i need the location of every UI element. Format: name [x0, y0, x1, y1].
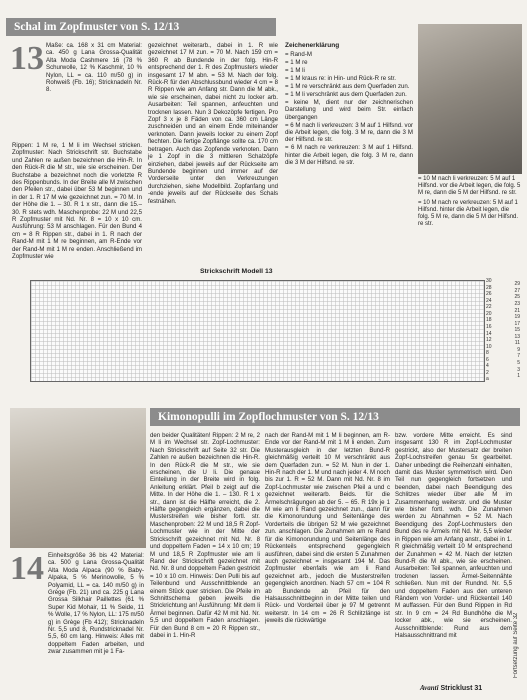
legend-item: = 1 M re verschränkt aus dem Querfaden zun.: [285, 83, 410, 91]
chart-row-number: 16: [486, 323, 492, 330]
chart-row-number: 18: [486, 317, 492, 324]
continuation-note: Fortsetzung auf Seite 32: [513, 612, 519, 678]
chart-row-number: 21: [514, 307, 520, 314]
pulli-materials-text: Einheitsgröße 36 bis 42 Material: ca. 500 g Lana Grossa-Qualität Alta Moda Alpaca (90 % Baby-Alpaka, 5 % Merinowolle, 5 % Polyamid, LL = ca. 140 m/50 g) in Grège (Fb. 21) und ca. 225 g Lana Grossa Silkhair Paillettes (61 % Super Kid Mohair, 11 % Seide, 11 % Wolle, 17 % Nylon, LL: 175 m/50 g) in Grège (Fb 412); Stricknadeln Nr. 5,5 und 8, Rundstricknadel Nr. 5,5, 60 cm lang. Hinweis: Alles mit doppeltem Faden arbeiten, und zwar zusammen mit je 1 Fa-: [48, 552, 144, 656]
schal-instructions-text-2: gezeichnet weiterarb., dabei in 1. R wie gezeichnet 17 M zun. = 70 M. Nach 159 cm = 360 R ab Bundende in der folg. Hin-R entsprechend der 1. R des Zopfmusters wieder insgesamt 17 M abn. = 53 M. Nach der folg. Rück-R für den Abschlussbund wieder 4 cm = 8 R Rippen wie am Anfang str. Dann die M abk., wie sie erscheinen, dabei nicht zu locker arb. Ausarbeiten: Teil spannen, anfeuchten und trocknen lassen. Nun 3 Dekozöpfe fertigen. Pro Zopf 3 x je 8 Fäden von ca. 360 cm Länge zuschneiden und an einem Ende miteinander verknoten. Dann jeweils locker zu einem Zopf flechten. Die fertige Zopflänge sollte ca. 170 cm betragen. Auch das Zopfende verknoten. Dann je 1 Zopf in die 3 mittleren Schalzöpfe einziehen, dabei jeweils auf der Rückseite am Bundende beginnen und immer auf der Vorderseite unter den Verkreuzungen durchziehen, siehe Modellbild. Zopfanfang und -ende jeweils auf der Rückseite des Schals festnähen.: [148, 42, 278, 205]
chart-row-number: 10: [486, 343, 492, 350]
chart-row-number: a: [486, 376, 489, 383]
legend-item: = 1 M re: [285, 59, 308, 67]
section-title-kimonopulli: Kimonopulli im Zopflochmuster von S. 12/13: [150, 408, 520, 426]
chart-row-number: 27: [514, 287, 520, 294]
chart-row-number: 5: [517, 360, 520, 367]
chart-row-number: 2: [486, 369, 489, 376]
chart-row-number: 17: [514, 320, 520, 327]
legend-item: = Rand-M: [285, 51, 312, 59]
chart-row-number: 8: [486, 350, 489, 357]
chart-row-number: 15: [514, 327, 520, 334]
legend-item: = 6 M nach re verkreuzen: 3 M auf 1 Hilfsnd. hinter die Arbeit legen, die folg. 3 M re, dann die 3 M der Hilfsnd. re str.: [285, 144, 413, 167]
cable-legend-right: [418, 176, 522, 228]
chart-row-number: 13: [514, 333, 520, 340]
legend-item: = 1 M kraus re: in Hin- und Rück-R re str.: [285, 75, 396, 83]
pulli-instructions-text-1: den beider Qualitäten! Rippen: 2 M re, 2 M li im Wechsel str. Zopf-Lochmuster: Nach Strickschrift auf Seite 32 str. Die Zahlen re außen bezeichnen die Hin-R. In den Rück-R die M str., wie sie erscheinen, die U li. Die genaue Einteilung in der Breite wird in folg. Anleitung erklärt. Pfeil b zeigt auf die Mitte. In der Höhe die 1. – 130. R 1 x str., dann ist die Hälfte erreicht, die 2. Hälfte gegengleich ergänzen, dabei die Musterstreifen wie bisher fortl. str. Maschenproben: 22 M und 18,5 R Zopf-Lochmuster wie in der Mitte der Strickschrift gezeichnet mit Nd. Nr. 8 und doppeltem Faden = 14 x 10 cm; 19 M und 18,5 R Zopfmuster wie am li Rand der Strickschrift gezeichnet mit Nd. Nr. 8 und doppeltem Faden gestrickt = 10 x 10 cm. Hinweis: Den Pulli bis auf Teilenbund und Ausschnittblende an einem Stück quer stricken. Die Pfeile im Schnittschema geben jeweils die Strickrichtung an! Ausführung: Mit dem li Ärmel beginnen. Dafür 42 M mit Nd. Nr. 5,5 und doppeltem Faden anschlagen. Für den Bund 8 cm = 20 R Rippen str., dabei in 1. Hin-R: [150, 432, 260, 639]
chart-row-number: 29: [514, 281, 520, 288]
model-photo-pullover: [10, 408, 146, 548]
chart-row-number: 28: [486, 284, 492, 291]
legend-item: = keine M, dient nur der zeichnerischen Darstellung und wird beim Str. einfach übergangen: [285, 98, 413, 121]
chart-row-number: 19: [514, 314, 520, 321]
legend-box: [285, 42, 413, 237]
chart-row-number: 14: [486, 330, 492, 337]
chart-row-number: 24: [486, 297, 492, 304]
legend-item: = 1 M li: [285, 67, 305, 75]
chart-row-number: 30: [486, 278, 492, 284]
footer-brand: Avanti: [420, 684, 439, 692]
footer-page-number: 31: [474, 685, 483, 692]
section-title-schal: Schal im Zopfmuster von S. 12/13: [6, 18, 276, 36]
chart-row-number: 3: [517, 366, 520, 373]
chart-row-numbers: [486, 280, 520, 382]
chart-row-number: 1: [517, 373, 520, 380]
knitting-chart-grid: [30, 280, 485, 382]
cable-item: = 10 M nach li verkreuzen: 5 M auf 1 Hilfsnd. vor die Arbeit legen, die folg. 5 M re, dann die 5 M der Hilfsnd. re str.: [418, 176, 521, 196]
pulli-instructions-text-3: bzw. vordere Mitte erreicht. Es sind insgesamt 130 R im Zopf-Lochmuster gestrickt, also der Mustersatz der breiten Zopf-Lochstreifen genau 5x gearbeitet. Daher unbedingt die Reihenzahl einhalten, damit das Muster symmetrisch wird. Den Teil nun gegengleich fortsetzen und beenden, dabei nach Beendigung des Schlitzes wieder über alle M im Zusammenhang weiterstr. und die Muster wie bisher fortl. wdh. Die Zunahmen werden zu Abnahmen = 52 M. Nach Beendigung des Zopf-Lochmusters den Bund des re Ärmels mit Nd. Nr. 5,5 wieder in Rippen wie am Anfang anstr., dabei in 1. R gleichmäßig verteilt 10 M entsprechend der Zunahmen = 42 M. Nach der letzten Bund-R die M abk., wie sie erscheinen. Ausarbeiten: Teil spannen, anfeuchten und trocknen lassen. Ärmel-Seitennähte schließen. Nun mit der Rundnd. Nr. 5,5 und doppeltem Faden aus den unteren Rändern von Vorder- und Rückenteil 140 M auffassen. Für den Bund Rippen in Rd str. In 9 cm = 24 Rd Bundhöhe die M locker abk., wie sie erscheinen. Ausschnittblende: Rund aus dem Halsausschnittrand mit: [395, 432, 512, 639]
pulli-instructions-text-2: nach der Rand-M mit 1 M li beginnen, am R-Ende vor der Rand-M mit 1 M li enden. Zum Musterausgleich in der letzten Bund-R gleichmäßig verteilt 10 M verschränkt aus dem Querfaden zun. = 52 M. Nun in der 1. Hin-R nach der 1. M und nach jeder 4. M noch bis zur 1. R = 52 M. Dann mit Nd. Nr. 8 im Zopf-Lochmuster wie zwischen Pfeil a und c gezeichnet weiterarb. Beids. für die Ärmelschrägungen ab der 5. – 65. R 19x je 1 M wie am li Rand gezeichnet zun., dann für die Kimonorundung und Seitenlänge des Vorderteils die übrigen 52 M wie gezeichnet zun. anschlagen. Die Zunahmen am re Rand für die Kimonorundung und Seitenlänge des Rückenteils entsprechend gegengleich ausführen, dabei sind die ersten 5 Zunahmen auch gezeichnet = insgesamt 194 M. Das Zopfmuster ebenfalls wie am li Rand gezeichnet arb., jedoch die Musterstreifen gegengleich anordnen. Nach 57 cm = 104 R ab Bundende ab Pfeil für den Halsausschnittbeginn in der Mitte teilen und Rück- und Vorderteil über je 97 M getrennt weiterstr. In 14 cm = 26 R Schlitzlänge ist jeweils die rückwärtige: [265, 432, 390, 625]
chart-row-number: 9: [517, 346, 520, 353]
model-number-14: 14: [10, 550, 44, 587]
legend-item: = 1 M li verschränkt aus dem Querfaden zun.: [285, 90, 407, 98]
chart-row-number: 26: [486, 291, 492, 298]
cable-item: = 10 M nach re verkreuzen: 5 M auf 1 Hilfsnd. hinter die Arbeit legen, die folg. 5 M re, dann die 5 M der Hilfsnd. re str.: [418, 200, 519, 227]
legend-title: Zeichenerklärung: [285, 42, 340, 49]
chart-row-number: 12: [486, 337, 492, 344]
chart-row-number: 20: [486, 310, 492, 317]
knitting-chart-title: Strickschrift Modell 13: [200, 268, 273, 275]
chart-row-number: 11: [514, 340, 520, 347]
page-footer: [420, 684, 482, 692]
chart-row-number: 22: [486, 304, 492, 311]
schal-materials-text: Maße: ca. 168 x 31 cm Material: ca. 450 g Lana Grossa-Qualität Alta Moda Cashmere 16 (78 % Schurwolle, 12 % Kaschmir, 10 % Nylon, LL = ca. 110 m/50 g) in Rohweiß (Fb. 16); Stricknadeln Nr. 8.: [46, 42, 142, 94]
schal-instructions-text-1: Rippen: 1 M re, 1 M li im Wechsel stricken. Zopfmuster: Nach Strickschrift str. Buchstabe und Zahlen re außen bezeichnen die Hin-R. In den Rück-R die M str., wie sie erscheinen. Der Buchstabe a bezeichnet noch die vorletzte R des Rippenbunds. In der Breite alle M zwischen den Pfeilen str., dabei über 53 M beginnen und in der 1. R 17 M wie gezeichnet zun. = 70 M. In der Höhe die 1. – 30. R 1 x str., dann die 15.–30. R stets wdh. Maschenprobe: 22 M und 22,5 R Zopfmuster mit Nd. Nr. 8 = 10 x 10 cm. Ausführung: 53 M anschlagen. Für den Bund 4 cm = 8 R Rippen str., dabei in 1. R nach der Rand-M mit 1 M re beginnen, am R-Ende vor der Rand-M mit 1 M re enden. Anschließend im Zopfmuster wie: [12, 142, 142, 261]
model-photo-scarf: [418, 24, 522, 174]
chart-row-number: 25: [514, 294, 520, 301]
chart-row-number: 6: [486, 356, 489, 363]
chart-row-number: 7: [517, 353, 520, 360]
chart-row-number: 4: [486, 363, 489, 370]
legend-item: = 6 M nach li verkreuzen: 3 M auf 1 Hilfsnd. vor die Arbeit legen, die folg. 3 M re, dann die 3 M der Hilfsnd. re str.: [285, 121, 413, 144]
chart-row-number: 23: [514, 300, 520, 307]
footer-label: Stricklust: [440, 685, 473, 692]
model-number-13: 13: [10, 40, 44, 77]
